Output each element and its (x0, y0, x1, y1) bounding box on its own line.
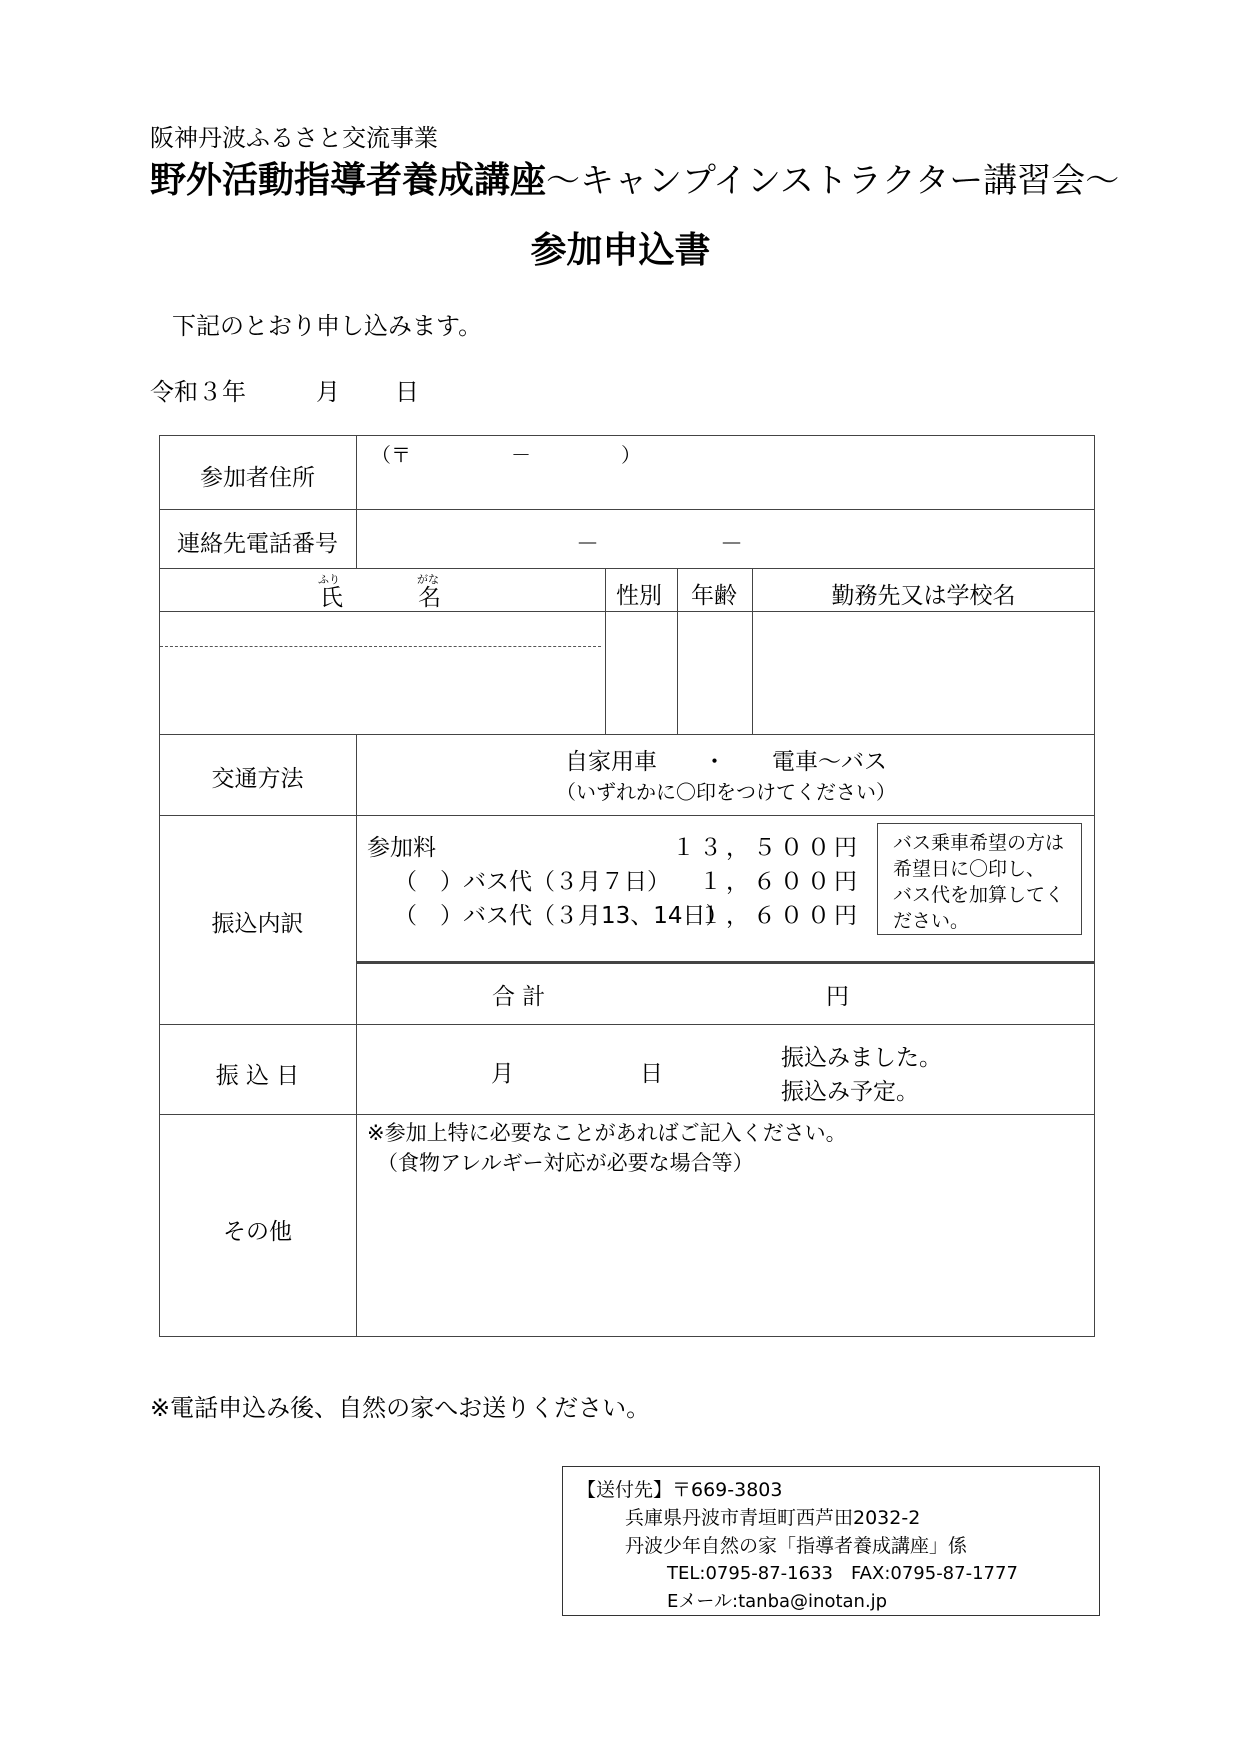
address-field[interactable] (371, 439, 1094, 507)
bus-note-line: ださい。 (893, 910, 970, 932)
transfer-month: 月 (491, 1061, 514, 1087)
name-furigana-field[interactable] (161, 613, 604, 645)
intro-text: 下記のとおり申し込みます。 (172, 312, 483, 340)
other-label: その他 (223, 1219, 292, 1245)
other-field[interactable] (358, 1180, 1094, 1334)
bus-note-box (877, 823, 1082, 935)
postal-close: ） (621, 443, 641, 467)
postal-dash: － (511, 443, 531, 467)
fee-row-amount: １３，５００円 (672, 835, 861, 861)
transport-options[interactable]: 自家用車 ・ 電車～バス (565, 749, 887, 775)
phone-dash-1: － (576, 531, 599, 557)
name-ruby-1: ふり (318, 573, 340, 586)
date-day: 日 (395, 378, 419, 406)
other-note-1: ※参加上特に必要なことがあればご記入ください。 (367, 1121, 847, 1145)
application-form-table (159, 435, 1095, 1336)
total-unit: 円 (826, 984, 849, 1010)
fee-row-label[interactable]: （ ）バス代（３月13、14日） (394, 903, 729, 929)
bus-note-line: バス代を加算してく (893, 884, 1065, 906)
transfer-date-label: 振 込 日 (215, 1063, 300, 1089)
phone-dash-2: － (720, 531, 743, 557)
total-amount-field[interactable] (579, 965, 819, 1021)
bus-note-line: 希望日に〇印し、 (893, 858, 1046, 880)
transfer-planned-option[interactable]: 振込み予定。 (781, 1079, 919, 1105)
date-month: 月 (316, 378, 340, 406)
send-to-box (562, 1466, 1100, 1616)
send-to-address: 兵庫県丹波市青垣町西芦田2032-2 (625, 1507, 921, 1529)
send-to-phone-fax: TEL:0795-87-1633 FAX:0795-87-1777 (667, 1563, 1018, 1584)
course-title-main: 野外活動指導者養成講座 (150, 160, 547, 201)
total-label: 合 計 (492, 984, 546, 1010)
workplace-label: 勤務先又は学校名 (831, 583, 1016, 609)
workplace-field[interactable] (754, 613, 1093, 733)
date-era-year: 令和３年 (150, 378, 246, 406)
application-date (150, 372, 419, 407)
send-to-email[interactable]: Eメール:tanba@inotan.jp (667, 1591, 888, 1612)
phone-label: 連絡先電話番号 (177, 531, 338, 557)
fee-row-label: 参加料 (367, 835, 436, 861)
transport-note: （いずれかに〇印をつけてください） (556, 780, 896, 804)
address-label: 参加者住所 (200, 465, 315, 491)
transfer-done-option[interactable]: 振込みました。 (781, 1045, 942, 1071)
name-field[interactable] (161, 648, 604, 733)
fee-row-amount: １，６００円 (699, 869, 861, 895)
age-label: 年齢 (691, 583, 737, 609)
other-note-2: （食物アレルギー対応が必要な場合等） (377, 1151, 754, 1175)
fee-row-label[interactable]: （ ）バス代（３月７日） (394, 869, 670, 895)
footer-note: ※電話申込み後、自然の家へお送りください。 (150, 1394, 651, 1422)
transport-label: 交通方法 (211, 766, 304, 792)
send-to-recipient: 丹波少年自然の家「指導者養成講座」係 (625, 1535, 968, 1557)
bus-note-line: バス乗車希望の方は (893, 832, 1065, 854)
gender-label: 性別 (616, 583, 662, 609)
name-label-1: 氏 (320, 585, 343, 611)
name-label-2: 名 (418, 585, 441, 611)
send-to-line: 【送付先】〒669-3803 (577, 1479, 783, 1501)
course-title (150, 152, 1119, 203)
name-ruby-2: がな (417, 573, 439, 586)
payment-label: 振込内訳 (211, 911, 304, 937)
age-field[interactable] (679, 613, 751, 733)
fee-row-amount: １，６００円 (699, 903, 861, 929)
form-title: 参加申込書 (530, 230, 711, 271)
gender-field[interactable] (607, 613, 676, 733)
postal-open: （〒 (371, 443, 411, 467)
organizer-line: 阪神丹波ふるさと交流事業 (150, 124, 438, 152)
course-title-sub: ～キャンプインストラクター講習会～ (546, 161, 1120, 201)
phone-field[interactable] (358, 511, 1094, 567)
transfer-day: 日 (640, 1061, 663, 1087)
